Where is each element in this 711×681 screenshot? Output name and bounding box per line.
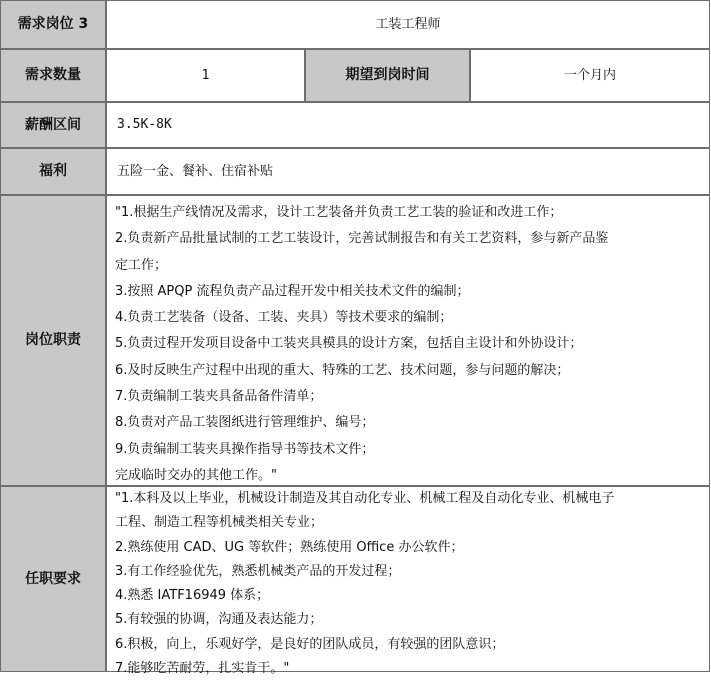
position-label: 需求岗位 3 [0, 0, 106, 49]
requirement-line: 5.有较强的协调，沟通及表达能力； [115, 612, 323, 628]
benefits-value: 五险一金、餐补、住宿补贴 [106, 148, 710, 195]
duty-line: 4.负责工艺装备（设备、工装、夹具）等技术要求的编制； [115, 310, 453, 326]
duty-line: 8.负责对产品工装图纸进行管理维护、编号； [115, 415, 375, 431]
salary-value: 3.5K-8K [106, 102, 710, 148]
salary-label: 薪酬区间 [0, 102, 106, 148]
requirement-line: 3.有工作经验优先，熟悉机械类产品的开发过程； [115, 563, 401, 579]
requirement-line: 4.熟悉 IATF16949 体系； [115, 588, 270, 604]
duty-line: 完成临时交办的其他工作。" [115, 467, 277, 483]
requirement-line: "1.本科及以上毕业，机械设计制造及其自动化专业、机械工程及自动化专业、机械电子 [115, 491, 615, 506]
duty-line: 9.负责编制工装夹具操作指导书等技术文件； [115, 441, 375, 457]
requirements-label: 任职要求 [0, 486, 106, 672]
position-value: 工装工程师 [106, 0, 710, 49]
duty-line: "1.根据生产线情况及需求，设计工艺装备并负责工艺工装的验证和改进工作； [115, 205, 563, 220]
arrival-label: 期望到岗时间 [305, 49, 470, 102]
duties-label: 岗位职责 [0, 195, 106, 486]
quantity-value: 1 [106, 49, 305, 102]
duty-line: 6.及时反映生产过程中出现的重大、特殊的工艺、技术问题，参与问题的解决； [115, 362, 570, 378]
duty-line: 5.负责过程开发项目设备中工装夹具模具的设计方案，包括自主设计和外协设计； [115, 336, 583, 352]
requirement-line: 7.能够吃苦耐劳，扎实肯干。" [115, 661, 290, 677]
duty-line: 2.负责新产品批量试制的工艺工装设计，完善试制报告和有关工艺资料，参与新产品鉴 [115, 231, 609, 247]
requirement-line: 6.积极，向上，乐观好学，是良好的团队成员，有较强的团队意识； [115, 636, 505, 652]
benefits-label: 福利 [0, 148, 106, 195]
duty-line: 定工作； [115, 257, 168, 273]
requirement-line: 2.熟练使用 CAD、UG 等软件；熟练使用 Office 办公软件； [115, 539, 464, 555]
quantity-label: 需求数量 [0, 49, 106, 102]
arrival-value: 一个月内 [470, 49, 710, 102]
duty-line: 3.按照 APQP 流程负责产品过程开发中相关技术文件的编制； [115, 283, 470, 299]
requirement-line: 工程、制造工程等机械类相关专业； [115, 515, 324, 531]
duty-line: 7.负责编制工装夹具备品备件清单； [115, 389, 323, 405]
requirements-content [106, 486, 710, 677]
duties-content [106, 195, 710, 486]
